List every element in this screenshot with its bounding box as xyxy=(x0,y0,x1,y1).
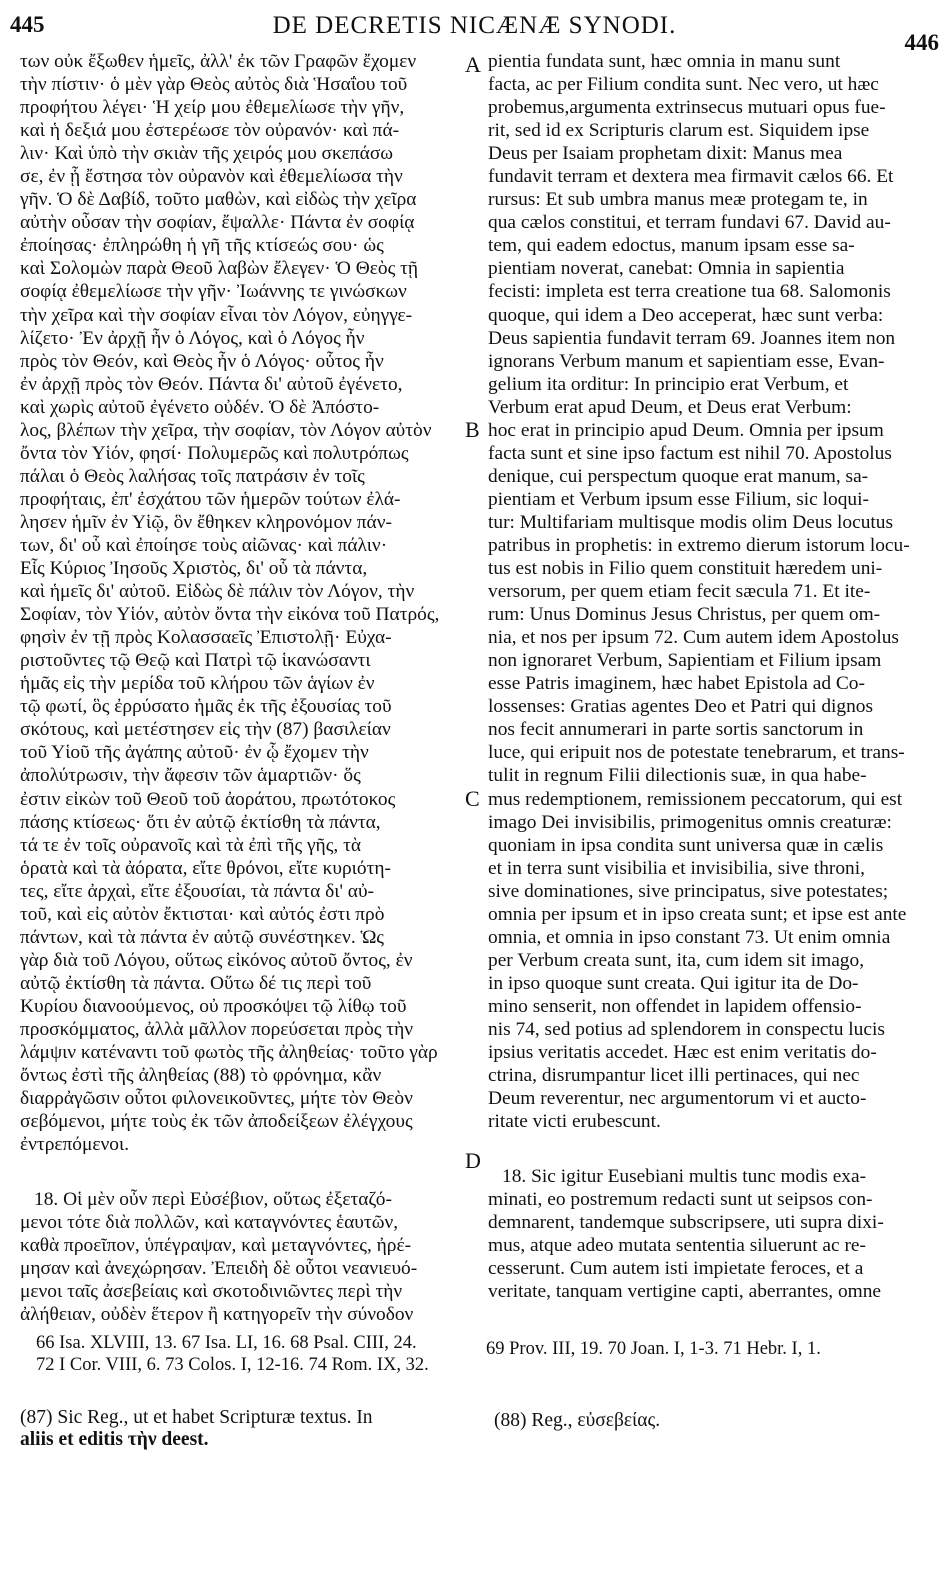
text-line: τὴν πίστιν· ὁ μὲν γὰρ Θεὸς αὐτὸς διὰ Ἡσαΐου τοῦ xyxy=(20,74,408,96)
text-line: μενοι ταῖς ἀσεβείαις καὶ σκοτοδινιῶντες περὶ τὴν xyxy=(20,1281,403,1303)
text-line: tulit in regnum Filii dilectionis suæ, in qua habe- xyxy=(488,765,867,787)
text-line: ἀπολύτρωσιν, τὴν ἄφεσιν τῶν ἁμαρτιῶν· ὅς xyxy=(20,765,361,787)
text-line: Κυρίου διανοούμενος, οὐ προσκόψει τῷ λίθῳ τοῦ xyxy=(20,995,407,1017)
variant-note-line: aliis et editis τὴν deest. xyxy=(20,1429,209,1450)
text-line: λίζετο· Ἐν ἀρχῇ ἦν ὁ Λόγος, καὶ ὁ Λόγος ἦν xyxy=(20,327,365,349)
text-line: λάμψιν κατέναντι τοῦ φωτὸς τῆς ἀληθείας· τοῦτο γὰρ xyxy=(20,1042,438,1064)
text-line: omnia, et omnia in ipso constant 73. Ut enim omnia xyxy=(488,926,891,948)
text-line: λιν· Καὶ ὑπὸ τὴν σκιὰν τῆς χειρός μου σκεπάσω xyxy=(20,143,394,165)
text-line: λος, βλέπων τὴν χεῖρα, τὴν σοφίαν, τὸν Λόγον αὐτὸν xyxy=(20,419,432,441)
text-line: 18. Sic igitur Eusebiani multis tunc modis exa- xyxy=(502,1166,867,1188)
margin-marker-d: D xyxy=(465,1148,481,1173)
text-line: φησὶν ἐν τῇ πρὸς Κολασσαεῖς Ἐπιστολῇ· Εὐχα- xyxy=(20,627,392,649)
greek-text-column xyxy=(20,50,468,1327)
text-line: Σοφίαν, τὸν Υἱόν, αὐτὸν ὄντα τὴν εἰκόνα τοῦ Πατρός, xyxy=(20,604,440,626)
text-line: nia, et nos per ipsum 72. Cum autem idem Apostolus xyxy=(488,627,899,649)
text-line: ἐν ἀρχῇ πρὸς τὸν Θεόν. Πάντα δι' αὐτοῦ ἐγένετο, xyxy=(20,373,403,395)
text-line: γῆν. Ὁ δὲ Δαβίδ, τοῦτο μαθὼν, καὶ εἰδὼς τὴν χεῖρα xyxy=(20,189,417,211)
text-line: fundavit terram et dextera mea firmavit cælos 66. Et xyxy=(488,166,894,188)
text-line: ἐστιν εἰκὼν τοῦ Θεοῦ τοῦ ἀοράτου, πρωτότοκος xyxy=(20,788,396,810)
text-line: facta sunt et sine ipso factum est nihil 70. Apostolus xyxy=(488,442,892,464)
text-line: tem, qui eadem edoctus, manum ipsam esse sa- xyxy=(488,235,855,257)
text-line: fecisti: impleta est terra creatione tua 68. Salomonis xyxy=(488,281,891,303)
text-line: τοῦ Υἱοῦ τῆς ἀγάπης αὐτοῦ· ἐν ᾧ ἔχομεν τὴν xyxy=(20,742,369,764)
text-line: mus, atque adeo mutata sententia siluerunt ac re- xyxy=(488,1235,866,1257)
text-line: non ignoraret Verbum, Sapientiam et Filium ipsam xyxy=(488,650,882,672)
text-line: γὰρ διὰ τοῦ Λόγου, οὕτως εἰκόνος αὐτοῦ ὄντος, ἐν xyxy=(20,949,413,971)
text-line: ipsius veritatis accedet. Hæc est enim veritatis do- xyxy=(488,1042,877,1064)
text-line: minati, eo postremum redacti sunt ut seipsos con- xyxy=(488,1189,873,1211)
text-line: rum: Unus Dominus Jesus Christus, per quem om- xyxy=(488,604,881,626)
text-line: ὄντα τὸν Υἱόν, φησί· Πολυμερῶς καὶ πολυτρόπως xyxy=(20,442,409,464)
text-line: ἀλήθειαν, οὐδὲν ἕτερον ἢ κατηγορεῖν τὴν σύνοδον xyxy=(20,1304,414,1326)
text-line: lossenses: Gratias agentes Deo et Patri qui dignos xyxy=(488,696,874,718)
text-line: tur: Multifariam multisque modis olim Deus locutus xyxy=(488,511,894,533)
text-line: πρὸς τὸν Θεόν, καὶ Θεὸς ἦν ὁ Λόγος· οὗτος ἦν xyxy=(20,350,384,372)
text-line: rursus: Et sub umbra manus meæ protegam te, in xyxy=(488,189,868,211)
text-line: ὁρατὰ καὶ τὰ ἀόρατα, εἴτε θρόνοι, εἴτε κυριότη- xyxy=(20,857,391,879)
variant-notes-left xyxy=(20,1407,373,1451)
text-line: veritate, tanquam vertigine capti, aberrantes, omne xyxy=(488,1281,882,1303)
text-line: patribus in prophetis: in extremo dierum istorum locu- xyxy=(488,534,910,556)
footnotes-right xyxy=(486,1338,821,1360)
text-line: luce, qui eripuit nos de potestate tenebrarum, et trans- xyxy=(488,742,905,764)
footnote-line: 69 Prov. III, 19. 70 Joan. I, 1-3. 71 Hebr. I, 1. xyxy=(486,1339,821,1359)
variant-note-line: (87) Sic Reg., ut et habet Scripturæ textus. In xyxy=(20,1407,373,1428)
text-line: demnarent, tandemque subscripsere, uti supra dixi- xyxy=(488,1212,884,1234)
text-line: πάσης κτίσεως· ὅτι ἐν αὐτῷ ἐκτίσθη τὰ πάντα, xyxy=(20,811,381,833)
text-line: λησεν ἡμῖν ἐν Υἱῷ, ὃν ἔθηκεν κληρονόμον πάν- xyxy=(20,511,392,533)
text-line: nos fecit annumerari in parte sortis sanctorum in xyxy=(488,719,864,741)
text-line: καὶ ἡμεῖς δι' αὐτοῦ. Εἰδὼς δὲ πάλιν τὸν Λόγον, τὴν xyxy=(20,581,415,603)
text-line: καὶ ἡ δεξιά μου ἐστερέωσε τὸν οὐρανόν· καὶ πά- xyxy=(20,120,400,142)
text-line: ignorans Verbum manum et sapientiam esse, Evan- xyxy=(488,350,885,372)
text-line: Εἷς Κύριος Ἰησοῦς Χριστὸς, δι' οὗ τὰ πάντα, xyxy=(20,558,368,580)
running-head-title: DE DECRETIS NICÆNÆ SYNODI. xyxy=(272,12,677,39)
text-line: των οὐκ ἔξωθεν ἡμεῖς, ἀλλ' ἐκ τῶν Γραφῶν ἔχομεν xyxy=(20,51,417,72)
text-line: τά τε ἐν τοῖς οὐρανοῖς καὶ τὰ ἐπὶ τῆς γῆς, τὰ xyxy=(20,834,362,856)
text-line: ritate victi erubescunt. xyxy=(488,1111,661,1133)
footnote-line: 72 I Cor. VIII, 6. 73 Colos. I, 12-16. 74 Rom. IX, 32. xyxy=(36,1355,429,1375)
text-line: μενοι τότε διὰ πολλῶν, καὶ καταγνόντες ἑαυτῶν, xyxy=(20,1212,399,1234)
text-line: καὶ Σολομὼν παρὰ Θεοῦ λαβὼν ἔλεγεν· Ὁ Θεὸς τῇ xyxy=(20,258,419,280)
text-line: tus est nobis in Filio quem constituit hæredem uni- xyxy=(488,558,883,580)
text-line: nis 74, sed potius ad splendorem in conspectu lucis xyxy=(488,1018,885,1040)
text-line: et in terra sunt visibilia et invisibilia, sive throni, xyxy=(488,857,865,879)
text-line: Deus sapientia fundavit terram 69. Joannes item non xyxy=(488,327,896,349)
page-number-right: 446 xyxy=(904,30,939,55)
margin-marker-a: A xyxy=(465,52,481,77)
text-line: per Verbum creata sunt, ita, cum idem sit imago, xyxy=(488,949,865,971)
text-line: cesserunt. Cum autem isti impietate feroces, et a xyxy=(488,1258,864,1280)
text-line: in ipso quoque sunt creata. Qui igitur ita de Do- xyxy=(488,972,859,994)
text-line: rit, sed id ex Scripturis clarum est. Siquidem ipse xyxy=(488,120,870,142)
text-line: προσκόμματος, ἀλλὰ μᾶλλον πορεύσεται πρὸς τὴν xyxy=(20,1018,414,1040)
text-line: sive dominationes, sive principatus, sive potestates; xyxy=(488,880,889,902)
text-line: ἐποίησας· ἐπληρώθη ἡ γῆ τῆς κτίσεώς σου· ὡς xyxy=(20,235,384,257)
text-line: 18. Οἱ μὲν οὖν περὶ Εὐσέβιον, οὕτως ἐξεταζό- xyxy=(34,1189,392,1211)
text-line: mino senserit, non offendet in lapidem offensio- xyxy=(488,995,862,1017)
text-line: pientiam et Verbum ipsum esse Filium, sic loqui- xyxy=(488,488,869,510)
text-line: Deum reverentur, nec argumentorum vi et aucto- xyxy=(488,1088,867,1110)
text-line: καὶ χωρὶς αὐτοῦ ἐγένετο οὐδέν. Ὁ δὲ Ἀπόστο- xyxy=(20,396,380,418)
text-line: ctrina, disrumpantur licet illi pertinaces, qui nec xyxy=(488,1065,860,1087)
text-line: quoque, qui idem a Deo acceperat, hæc sunt verba: xyxy=(488,304,884,326)
text-line: προφήτου λέγει· Ἡ χείρ μου ἐθεμελίωσε τὴν γῆν, xyxy=(20,97,405,119)
text-line: σεβόμενοι, μήτε τοὺς ἐκ τῶν ἀποδείξεων ἐλέγχους xyxy=(20,1111,413,1133)
margin-marker-b: B xyxy=(465,417,480,442)
text-line: ὄντως ἐστὶ τῆς ἀληθείας (88) τὸ φρόνημα, κἂν xyxy=(20,1065,382,1087)
text-line: hoc erat in principio apud Deum. Omnia per ipsum xyxy=(488,419,884,441)
text-line: πάλαι ὁ Θεὸς λαλήσας τοῖς πατράσιν ἐν τοῖς xyxy=(20,465,365,487)
text-line: mus redemptionem, remissionem peccatorum, qui est xyxy=(488,788,903,810)
margin-marker-c: C xyxy=(465,786,480,811)
text-line: ἐντρεπόμενοι. xyxy=(20,1134,130,1156)
text-line: imago Dei invisibilis, primogenitus omnis creaturæ: xyxy=(488,811,892,833)
text-line: ἡμᾶς εἰς τὴν μερίδα τοῦ κλήρου τῶν ἁγίων ἐν xyxy=(20,673,375,695)
text-line: esse Patris imaginem, hæc habet Epistola ad Co- xyxy=(488,673,865,695)
text-line: versorum, per quem etiam fecit sæcula 71. Et ite- xyxy=(488,581,871,603)
text-line: σε, ἐν ᾗ ἔστησα τὸν οὐρανὸν καὶ ἐθεμελίωσα τὴν xyxy=(20,166,403,188)
text-line: gelium ita orditur: In principio erat Verbum, et xyxy=(488,373,849,395)
text-line: facta, ac per Filium condita sunt. Nec vero, ut hæc xyxy=(488,74,879,96)
text-line: καθὰ προεῖπον, ὑπέγραψαν, καὶ μεταγνόντες, ἠρέ- xyxy=(20,1235,412,1257)
text-line: Deus per Isaiam prophetam dixit: Manus mea xyxy=(488,143,843,165)
text-line: Verbum erat apud Deum, et Deus erat Verbum: xyxy=(488,396,852,418)
text-line: denique, cui perspectum quoque erat manum, sa- xyxy=(488,465,869,487)
paragraph-gap xyxy=(20,1156,468,1188)
text-line: qua cælos constitui, et terram fundavi 67. David au- xyxy=(488,212,891,234)
text-line: pientia fundata sunt, hæc omnia in manu sunt xyxy=(488,51,841,72)
text-line: τοῦ, καὶ εἰς αὐτὸν ἔκτισται· καὶ αὐτός ἐστι πρὸ xyxy=(20,903,385,925)
text-line: αὐτῷ ἐκτίσθη τὰ πάντα. Οὕτω δέ τις περὶ τοῦ xyxy=(20,972,372,994)
text-line: τες, εἴτε ἀρχαὶ, εἴτε ἐξουσίαι, τὰ πάντα δι' αὐ- xyxy=(20,880,375,902)
page-number-left: 445 xyxy=(10,12,45,37)
text-line: pientiam noverat, canebat: Omnia in sapientia xyxy=(488,258,845,280)
paragraph-gap xyxy=(488,1133,934,1165)
text-line: μησαν καὶ ἀνεχώρησαν. Ἐπειδὴ δὲ οὗτοι νεανιευό- xyxy=(20,1258,418,1280)
text-line: σοφίᾳ ἐθεμελίωσε τὴν γῆν· Ἰωάννης τε γινώσκων xyxy=(20,281,407,303)
text-line: των, δι' οὗ καὶ ἐποίησε τοὺς αἰῶνας· καὶ πάλιν· xyxy=(20,534,388,556)
text-line: διαρρἀγῶσιν οὗτοι φιλονεικοῦντες, μήτε τὸν Θεὸν xyxy=(20,1088,413,1110)
text-line: τῷ φωτί, ὃς ἐρρύσατο ἡμᾶς ἐκ τῆς ἐξουσίας τοῦ xyxy=(20,696,392,718)
variant-note-line: (88) Reg., εὐσεβείας. xyxy=(494,1410,661,1431)
text-line: αὐτὴν οὖσαν τὴν σοφίαν, ἔψαλλε· Πάντα ἐν σοφίᾳ xyxy=(20,212,415,234)
text-line: σκότους, καὶ μετέστησεν εἰς τὴν (87) βασιλείαν xyxy=(20,719,391,741)
variant-notes-right xyxy=(494,1410,660,1432)
text-line: πάντων, καὶ τὰ πάντα ἐν αὐτῷ συνέστηκεν. Ὡς xyxy=(20,926,384,948)
footnote-line: 66 Isa. XLVIII, 13. 67 Isa. LI, 16. 68 Psal. CIII, 24. xyxy=(36,1333,417,1353)
latin-text-column xyxy=(488,50,934,1303)
text-line: ριστοῦντες τῷ Θεῷ καὶ Πατρὶ τῷ ἱκανώσαντι xyxy=(20,650,371,672)
text-line: προφήταις, ἐπ' ἐσχάτου τῶν ἡμερῶν τούτων ἐλά- xyxy=(20,488,401,510)
text-line: probemus,argumenta extrinsecus mutuari opus fue- xyxy=(488,97,886,119)
footnotes-left xyxy=(36,1332,429,1376)
text-line: omnia per ipsum et in ipso creata sunt; et ipse est ante xyxy=(488,903,907,925)
text-line: τὴν χεῖρα καὶ τὴν σοφίαν εἶναι τὸν Λόγον, εὐηγγε- xyxy=(20,304,413,326)
text-line: quoniam in ipsa condita sunt universa quæ in cælis xyxy=(488,834,884,856)
